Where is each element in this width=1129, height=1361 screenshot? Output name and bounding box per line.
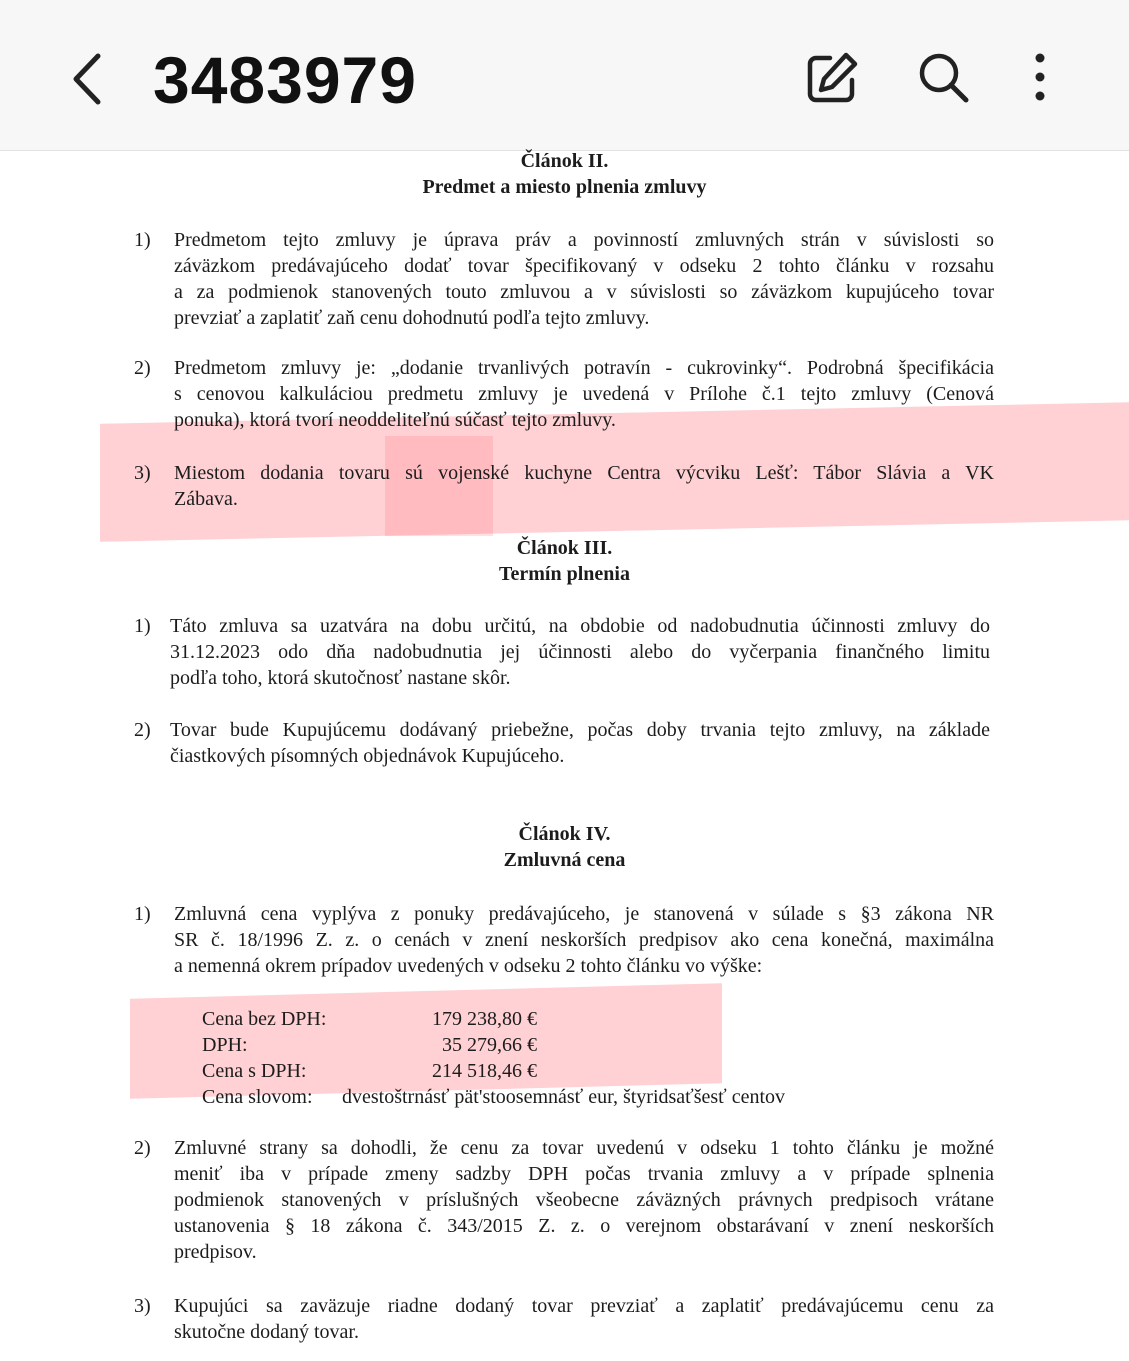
price-value: 214 518,46 € <box>432 1060 537 1082</box>
price-row-net <box>202 1006 902 1032</box>
price-value: 179 238,80 € <box>432 1008 537 1030</box>
text-line: ustanovenia § 18 zákona č. 343/2015 Z. z. o verejnom obstarávaní v znení neskorších <box>174 1215 994 1237</box>
article-2-title: Článok II. <box>520 150 609 172</box>
text-line: skutočne dodaný tovar. <box>174 1321 359 1343</box>
text-line: Kupujúci sa zaväzuje riadne dodaný tovar prevziať a zaplatiť predávajúcemu cenu za <box>174 1295 994 1317</box>
item-text <box>170 613 990 691</box>
price-row-words <box>202 1084 902 1110</box>
back-button[interactable] <box>60 44 116 114</box>
item-text <box>174 227 994 331</box>
text-line: Predmetom tejto zmluvy je úprava práv a povinností zmluvných strán v súvislosti so <box>174 229 994 251</box>
app-toolbar <box>0 0 1129 151</box>
text-line: podľa toho, ktorá skutočnosť nastane skôr. <box>170 667 511 689</box>
search-button[interactable] <box>912 46 976 110</box>
price-row-gross <box>202 1058 902 1084</box>
text-line: čiastkových písomných objednávok Kupujúceho. <box>170 745 565 767</box>
item-number: 2) <box>134 1137 151 1159</box>
text-line: Zmluvné strany sa dohodli, že cenu za tovar uvedenú v odseku 1 tohto článku je možné <box>174 1137 994 1159</box>
text-line: 31.12.2023 odo dňa nadobudnutia jej účinnosti alebo do vyčerpania finančného limitu <box>170 641 990 663</box>
text-line: záväzkom predávajúceho dodať tovar špecifikovaný v odseku 2 tohto článku v rozsahu <box>174 255 994 277</box>
search-icon <box>912 46 976 110</box>
item-number: 1) <box>134 229 151 251</box>
price-row-vat <box>202 1032 902 1058</box>
text-line: a nemenná okrem prípadov uvedených v odseku 2 tohto článku vo výške: <box>174 955 763 977</box>
article-4-title: Článok IV. <box>518 823 611 845</box>
item-text <box>174 1293 994 1345</box>
item-number: 3) <box>134 1295 151 1317</box>
item-text <box>174 901 994 979</box>
text-line: Zmluvná cena vyplýva z ponuky predávajúceho, je stanovená v súlade s §3 zákona NR <box>174 903 994 925</box>
more-vertical-icon <box>1015 46 1065 110</box>
item-number: 2) <box>134 719 151 741</box>
article-3-title: Článok III. <box>516 537 613 559</box>
text-line: Zábava. <box>174 488 238 510</box>
text-line: s cenovou kalkuláciou predmetu zmluvy je uvedená v Prílohe č.1 tejto zmluvy (Cenová <box>174 383 994 405</box>
text-line: meniť iba v prípade zmeny sadzby DPH počas trvania zmluvy a v prípade splnenia <box>174 1163 994 1185</box>
price-table <box>202 1006 902 1110</box>
article-4-subtitle: Zmluvná cena <box>503 849 626 871</box>
item-text <box>174 355 994 433</box>
text-line: a za podmienok stanovených touto zmluvou a v súvislosti so záväzkom kupujúceho tovar <box>174 281 994 303</box>
text-line: SR č. 18/1996 Z. z. o cenách v znení neskorších predpisov ako cena konečná, maximálna <box>174 929 994 951</box>
edit-note-icon <box>800 46 864 110</box>
text-line: Táto zmluva sa uzatvára na dobu určitú, na obdobie od nadobudnutia účinnosti zmluvy do <box>170 615 990 637</box>
item-text <box>174 460 994 512</box>
text-line: podmienok stanovených v príslušných všeobecne záväzných právnych predpisoch vrátane <box>174 1189 994 1211</box>
article-2-subtitle: Predmet a miesto plnenia zmluvy <box>422 176 707 198</box>
item-text <box>174 1135 994 1265</box>
price-label: Cena s DPH: <box>202 1060 307 1082</box>
article-3-subtitle: Termín plnenia <box>499 563 630 585</box>
text-line: Predmetom zmluvy je: „dodanie trvanlivých potravín - cukrovinky“. Podrobná špecifikácia <box>174 357 994 379</box>
document-page[interactable] <box>0 151 1129 1361</box>
item-number: 3) <box>134 462 151 484</box>
text-line: Miestom dodania tovaru sú vojenské kuchyne Centra výcviku Lešť: Tábor Slávia a VK <box>174 462 994 484</box>
text-line: Tovar bude Kupujúcemu dodávaný priebežne, počas doby trvania tejto zmluvy, na základe <box>170 719 990 741</box>
chevron-left-icon <box>60 44 116 114</box>
more-options-button[interactable] <box>1015 46 1065 110</box>
item-number: 1) <box>134 903 151 925</box>
edit-button[interactable] <box>800 46 864 110</box>
item-number: 2) <box>134 357 151 379</box>
text-line: prevziať a zaplatiť zaň cenu dohodnutú podľa tejto zmluvy. <box>174 307 650 329</box>
item-number: 1) <box>134 615 151 637</box>
price-label: Cena slovom: <box>202 1086 313 1108</box>
document-title: 3483979 <box>153 43 417 117</box>
text-line: ponuka), ktorá tvorí neoddeliteľnú súčasť tejto zmluvy. <box>174 409 616 431</box>
price-value: 35 279,66 € <box>442 1034 537 1056</box>
item-text <box>170 717 990 769</box>
price-in-words: dvestoštrnásť pät'stoosemnásť eur, štyridsaťšesť centov <box>342 1086 786 1108</box>
price-label: Cena bez DPH: <box>202 1008 327 1030</box>
price-label: DPH: <box>202 1034 248 1056</box>
text-line: predpisov. <box>174 1241 257 1263</box>
